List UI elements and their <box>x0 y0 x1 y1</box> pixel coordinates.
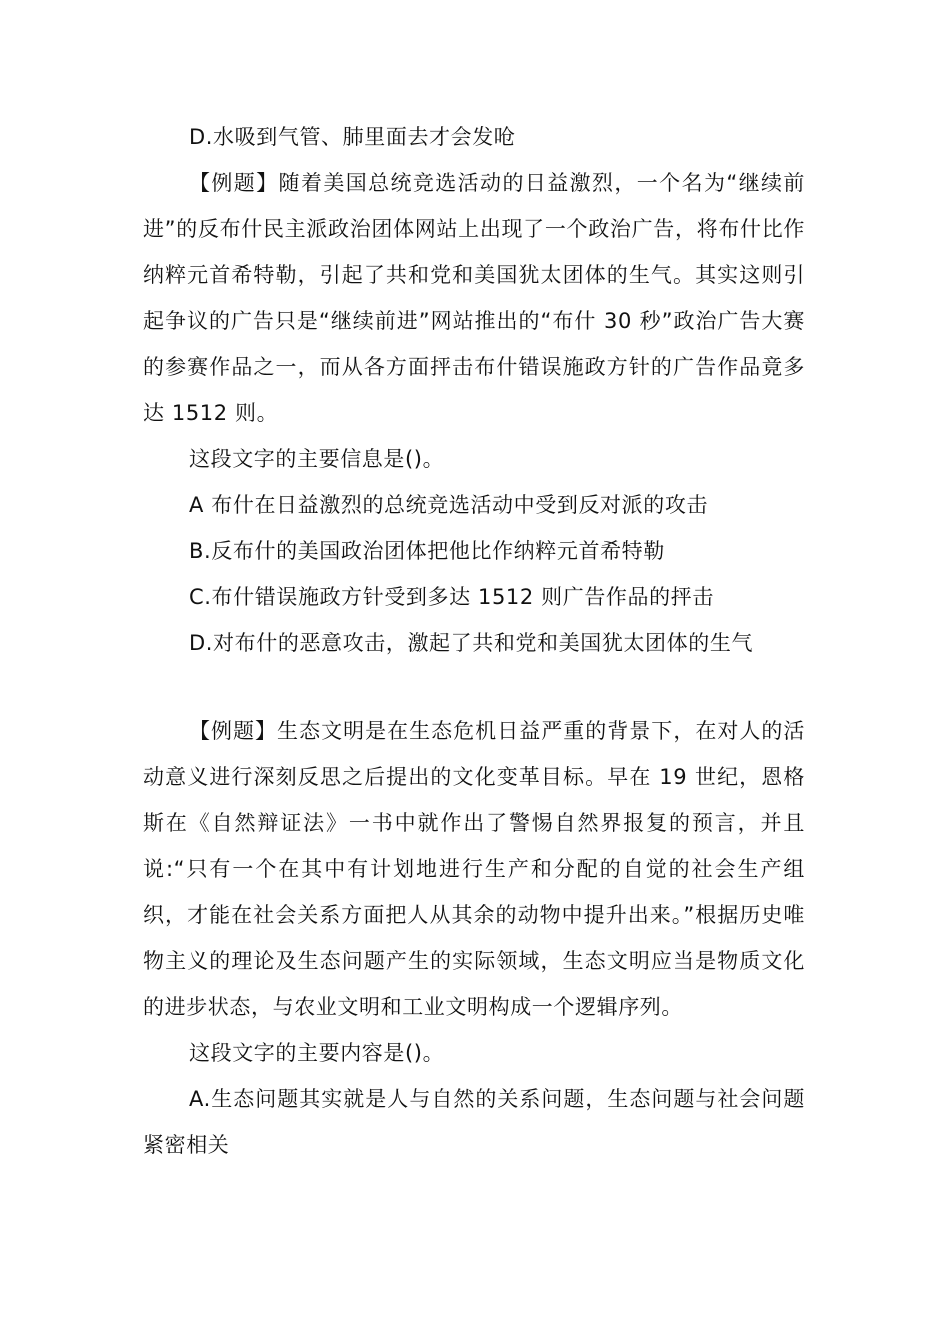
previous-option-d: D.水吸到气管、肺里面去才会发呛 <box>189 125 516 149</box>
option-a-1: A 布什在日益激烈的总统竞选活动中受到反对派的攻击 <box>189 493 709 517</box>
option-d-1: D.对布什的恶意攻击，激起了共和党和美国犹太团体的生气 <box>189 631 754 655</box>
option-b-1: B.反布什的美国政治团体把他比作纳粹元首希特勒 <box>189 539 665 563</box>
option-a-2: A.生态问题其实就是人与自然的关系问题，生态问题与社会问题紧密相关 <box>143 1087 805 1157</box>
example-passage-1: 【例题】随着美国总统竞选活动的日益激烈，一个名为“继续前进”的反布什民主派政治团体网站上出现了一个政治广告，将布什比作纳粹元首希特勒，引起了共和党和美国犹太团体的生气。其实这则引起争议的广告只是“继续前进”网站推出的“布什 30 秒”政治广告大赛的参赛作品之一，而从各方面抨击布什错误施政方针的广告作品竟多达 1512 则。 <box>143 171 805 425</box>
question-block-1 <box>143 114 805 666</box>
question-block-2 <box>143 708 805 1168</box>
example-passage-2: 【例题】生态文明是在生态危机日益严重的背景下，在对人的活动意义进行深刻反思之后提出的文化变革目标。早在 19 世纪，恩格斯在《自然辩证法》一书中就作出了警惕自然界报复的预言，并且说:“只有一个在其中有计划地进行生产和分配的自觉的社会生产组织，才能在社会关系方面把人从其余的动物中提升出来。”根据历史唯物主义的理论及生态问题产生的实际领域，生态文明应当是物质文化的进步状态，与农业文明和工业文明构成一个逻辑序列。 <box>143 719 805 1019</box>
question-prompt-2: 这段文字的主要内容是()。 <box>189 1041 445 1065</box>
question-prompt-1: 这段文字的主要信息是()。 <box>189 447 445 471</box>
option-c-1: C.布什错误施政方针受到多达 1512 则广告作品的抨击 <box>189 585 714 609</box>
